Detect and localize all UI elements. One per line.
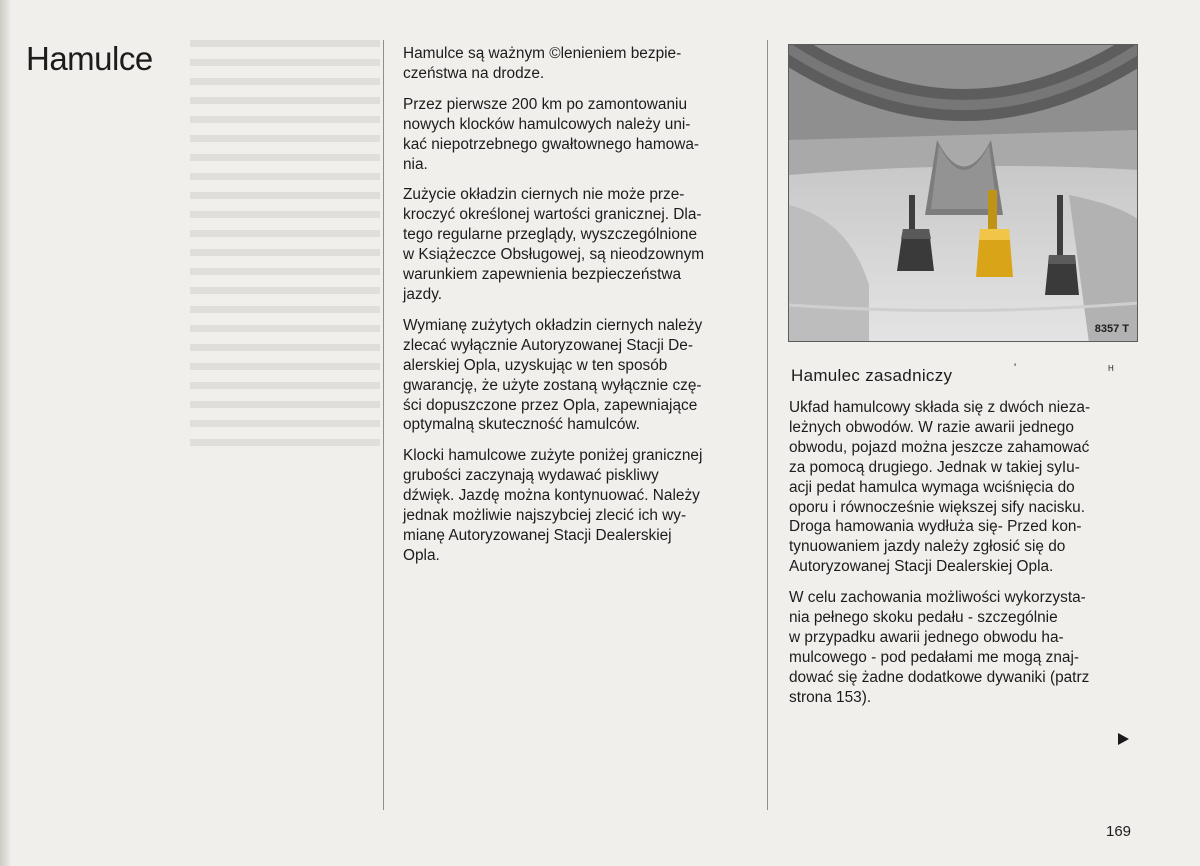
- paragraph: [403, 316, 753, 435]
- text-line: grubości zaczynają wydawać piskliwy: [403, 467, 659, 485]
- text-line: acji pedat hamulca wymaga wciśnięcia do: [789, 478, 1075, 496]
- text-line: mianę Autoryzowanej Stacji Dealerskiej: [403, 526, 672, 544]
- text-line: Wymianę zużytych okładzin ciernych należy: [403, 316, 703, 334]
- page-heading: Hamulce: [26, 40, 153, 77]
- text-line: warunkiem zapewnienia bezpieczeństwa: [403, 266, 682, 284]
- bleed-through-shadow: [190, 40, 380, 450]
- text-line: tego regularne przeglądy, wyszczególnione: [403, 226, 698, 244]
- text-line: Zużycie okładzin ciernych nie może prze-: [403, 186, 685, 204]
- text-line: w przypadku awarii jednego obwodu ha-: [789, 628, 1064, 646]
- text-line: tynuowaniem jazdy należy zgłosić się do: [789, 538, 1066, 556]
- section-heading: Hamulec zasadniczy: [791, 366, 953, 385]
- page-binding-edge: [0, 0, 10, 866]
- text-line: Opla.: [403, 546, 440, 564]
- text-line: ści dopuszczone przez Opla, zapewniające: [403, 396, 698, 414]
- text-line: czeństwa na drodze.: [403, 64, 545, 82]
- text-line: mulcowego - pod pedałami me mogą znaj-: [789, 648, 1080, 666]
- text-line: W celu zachowania możliwości wykorzysta-: [789, 589, 1086, 607]
- text-line: alerskiej Opla, uzyskując w ten sposób: [403, 356, 668, 374]
- middle-column-text: [403, 44, 753, 577]
- text-line: Klocki hamulcowe zużyte poniżej granicznej: [403, 447, 703, 465]
- text-line: dźwięk. Jazdę można kontynuować. Należy: [403, 487, 700, 505]
- text-line: obwodu, pojazd można jeszcze zahamować: [789, 438, 1090, 456]
- text-line: jazdy.: [403, 285, 443, 303]
- text-line: nowych klocków hamulcowych należy uni-: [403, 115, 691, 133]
- text-line: kać niepotrzebnego gwałtownego hamowa-: [403, 135, 700, 153]
- page-number: 169: [1106, 823, 1132, 840]
- text-line: kroczyć określonej wartości granicznej. Dla-: [403, 206, 702, 224]
- text-line: dować się żadne dodatkowe dywaniki (patrz: [789, 668, 1090, 686]
- paragraph: [789, 588, 1139, 707]
- text-line: Autoryzowanej Stacji Dealerskiej Opla.: [789, 558, 1054, 576]
- text-line: Ukfad hamulcowy składa się z dwóch nieza-: [789, 399, 1091, 416]
- text-line: zlecać wyłącznie Autoryzowanej Stacji De-: [403, 336, 693, 354]
- paragraph: [403, 44, 753, 84]
- text-line: za pomocą drugiego. Jednak w takiej syIu-: [789, 458, 1080, 476]
- paragraph: [403, 95, 753, 175]
- text-line: oporu i równocześnie większej sify nacisku.: [789, 498, 1085, 516]
- brake-pedal-photo: [788, 44, 1138, 342]
- text-line: leżnych obwodów. W razie awarii jednego: [789, 418, 1074, 436]
- right-column-text: [789, 398, 1139, 719]
- text-line: Droga hamowania wydłuża się- Przed kon-: [789, 518, 1082, 536]
- paragraph: [789, 398, 1139, 577]
- text-line: w Książeczce Obsługowej, są nieodzownym: [403, 246, 705, 264]
- text-line: nia.: [403, 155, 428, 173]
- text-line: Przez pierwsze 200 km po zamontowaniu: [403, 95, 688, 113]
- text-line: Hamulce są ważnym ©lenieniem bezpie-: [403, 45, 682, 62]
- column-divider-right: [767, 40, 768, 810]
- section-marker: H: [1108, 364, 1114, 373]
- column-divider-left: [383, 40, 384, 810]
- next-page-arrow-icon: [1118, 733, 1129, 745]
- text-line: strona 153).: [789, 688, 872, 706]
- text-line: jednak możliwie najszybciej zlecić ich wy-: [403, 507, 687, 525]
- paragraph: [403, 446, 753, 565]
- paragraph: [403, 185, 753, 304]
- text-line: gwarancję, że użyte zostaną wyłącznie czę-: [403, 376, 702, 394]
- figure-code: 8357 T: [1094, 323, 1129, 335]
- pedal-illustration: [789, 45, 1138, 342]
- text-line: nia pełnego skoku pedału - szczególnie: [789, 609, 1058, 627]
- text-line: optymalną skuteczność hamulców.: [403, 416, 640, 434]
- tick-mark: ': [1014, 362, 1017, 374]
